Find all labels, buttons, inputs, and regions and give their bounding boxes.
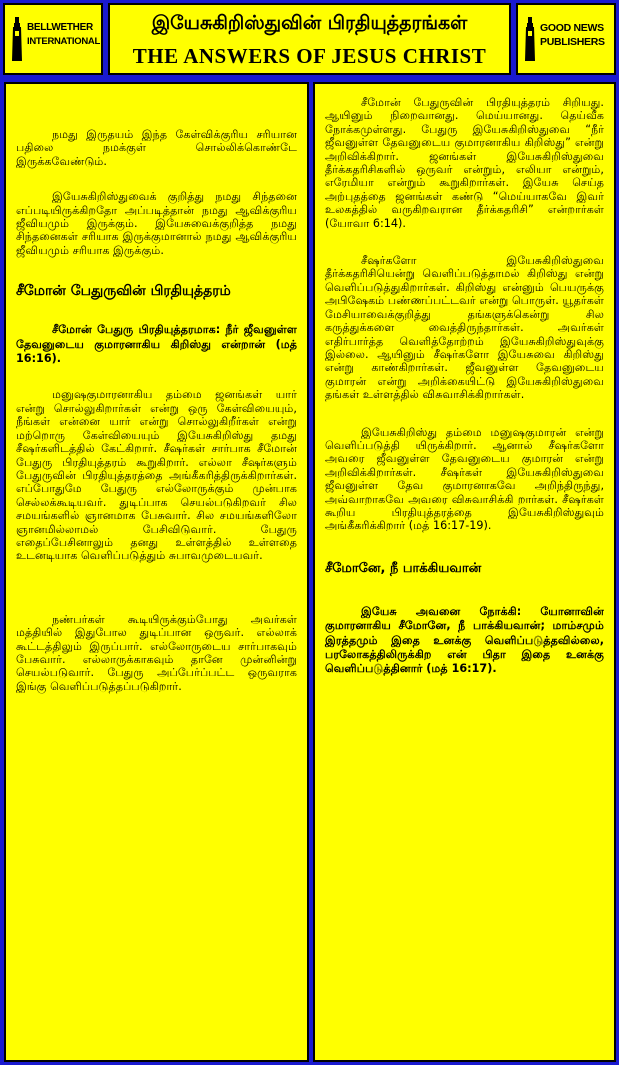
left-column [4,82,309,1062]
paragraph: நமது இருதயம் இந்த கேள்விக்குரிய சரியான பதிலை நமக்குள் சொல்லிக்கொண்டே இருக்கவேண்டும். [16,128,297,168]
header [0,0,619,78]
bellwether-logo [3,3,103,75]
logo-right-line2: PUBLISHERS [540,36,605,48]
good-news-logo [516,3,616,75]
paragraph: இயேசுகிறிஸ்து தம்மை மனுஷகுமாரன் என்று வெளிப்படுத்தி யிருக்கிறார். ஆனால் சீஷர்களோ அவரை ஜீவனுள்ள தேவனுடைய குமாரன் என்று அறிவிக்கிறார்கள். சீஷர்கள் இயேசுகிறிஸ்துவை ஜீவனுள்ள தேவ குமாரனாகவே அறிந்திருந்து, அவ்வாறாகவே அவரை விசுவாசிக்கி றார்கள். சீஷர்கள் கூறிய பிரதியுத்தரத்தை இயேசுகிறிஸ்துவும் அங்கீகரிக்கிறார் (மத் 16:17-19). [325,425,604,533]
section-heading: சீமோனே, நீ பாக்கியவான் [325,560,482,576]
paragraph: சீஷர்களோ இயேசுகிறிஸ்துவை தீர்க்கதரிசியென்று வெளிப்படுத்தாமல் கிறிஸ்து என்று வெளிப்படுத்துகிறார்கள். கிறிஸ்து என்னும் பெயருக்கு அபிஷேகம் பண்ணப்பட்டவர் என்று பொருள். யூதர்கள் மேசியாவைக்குறித்து தங்களுக்கென்று சில கருத்துக்களை வைத்திருந்தார்கள். அவர்கள் எதிர்பார்த்த வெளித்தோற்றம் இயேசுகிறிஸ்துவுக்கு இல்லை. ஆயினும் சீஷர்களோ இயேசுவை கிறிஸ்து என்று காண்கிறார்கள். ஜீவனுள்ள தேவனுடைய குமாரன் என்று அறிக்கையிட்டு இயேசுகிறிஸ்துவை தங்கள் உள்ளத்தில் விசுவாசிக்கிறார்கள். [325,254,604,402]
section-heading: சீமோன் பேதுருவின் பிரதியுத்தரம் [16,283,231,300]
scripture-quote: இயேசு அவனை நோக்கி: யோனாவின் குமாரனாகிய சீமோனே, நீ பாக்கியவான்; மாம்சமும் இரத்தமும் இதை உனக்கு வெளிப்படுத்தவில்லை, பரலோகத்திலிருக்கிற என் பிதா இதை உனக்கு வெளிப்படுத்தினார் (மத் 16:17). [325,604,604,676]
logo-right-line1: GOOD NEWS [540,22,604,34]
tower-icon [524,17,536,61]
right-column [313,82,616,1062]
paragraph: சீமோன் பேதுருவின் பிரதியுத்தரம் சிறியது. ஆயினும் நிறைவானது. மெய்யானது. தெய்வீக நோக்கமுள்ளது. பேதுரு இயேசுகிறிஸ்துவை “நீர் ஜீவனுள்ள தேவனுடைய குமாரனாகிய கிறிஸ்து” என்று அறிவிக்கிறார். ஜனங்கள் இயேசுகிறிஸ்துவை தீர்க்கதரிசிகளில் ஒருவர் என்றும், எலியா என்றும், எரேமியா என்றும் கூறுகிறார்கள். இயேசு செய்த அற்புதத்தை ஜனங்கள் கண்டு “மெய்யாகவே இவர் உலகத்தில் வருகிறவரான தீர்க்கதரிசி” என்றார்கள் (யோவா 6:14). [325,96,604,230]
logo-left-line2: INTERNATIONAL [27,36,100,47]
tower-icon [11,17,23,61]
title-english: THE ANSWERS OF JESUS CHRIST [132,44,487,68]
scripture-quote: சீமோன் பேதுரு பிரதியுத்தரமாக: நீர் ஜீவனுள்ள தேவனுடைய குமாரனாகிய கிறிஸ்து என்றான் (மத் 16:16). [16,323,297,366]
logo-left-line1: BELLWETHER [27,22,93,33]
paragraph: மனுஷகுமாரனாகிய தம்மை ஜனங்கள் யார் என்று சொல்லுகிறார்கள் என்று ஒரு கேள்வியையும், நீங்கள் என்னை யார் என்று சொல்லுகிறீர்கள் என்று மற்றொரு கேள்வியையும் இயேசுகிறிஸ்து தமது சீஷர்களிடத்தில் கேட்கிறார். சீஷர்கள் சார்பாக சீமோன் பேதுரு பிரதியுத்தரம் கூறுகிறார். எல்லா சீஷர்களும் பேதுருவின் பிரதியுத்தரத்தை அங்கீகரித்திருக்கிறார்கள். எப்போதுமே பேதுரு எல்லோருக்கும் முன்பாக செல்லக்கூடியவர். துடிப்பாக செயல்படுகிறவர் சில சமயங்களில் ஞானமாக பேசுவார். சில சமயங்களிலோ ஞானமில்லாமல் பேசிவிடுவார். பேதுரு எதைப்பேசினாலும் தனது உள்ளத்தில் உள்ளதை உடனடியாக வெளிப்படுத்தும் சுபாவமுடையவர். [16,388,297,563]
title-tamil: இயேசுகிறிஸ்துவின் பிரதியுத்தரங்கள் [151,12,468,34]
paragraph: நண்பர்கள் கூடியிருக்கும்போது அவர்கள் மத்தியில் இதுபோல துடிப்பான ஒருவர். எல்லாக் கூட்டத்திலும் இருப்பார். எல்லோருடைய சார்பாகவும் பேசுவார். எல்லாருக்காகவும் தானே முன்னின்று செயல்படுவார். பேதுரு அப்பேர்ப்பட்ட ஒருவராக இங்கு வெளிப்படுத்தப்படுகிறார். [16,612,297,693]
paragraph: இயேசுகிறிஸ்துவைக் குறித்து நமது சிந்தனை எப்படியிருக்கிறதோ அப்படித்தான் நமது ஆவிக்குரிய ஜீவியமும் இருக்கும். இயேசுவைக்குறித்த நமது சிந்தனைகள் சரியாக இருக்குமானால் நமது ஆவிக்குரிய ஜீவியமும் சரியாக இருக்கும். [16,190,297,257]
title-box [108,3,511,75]
